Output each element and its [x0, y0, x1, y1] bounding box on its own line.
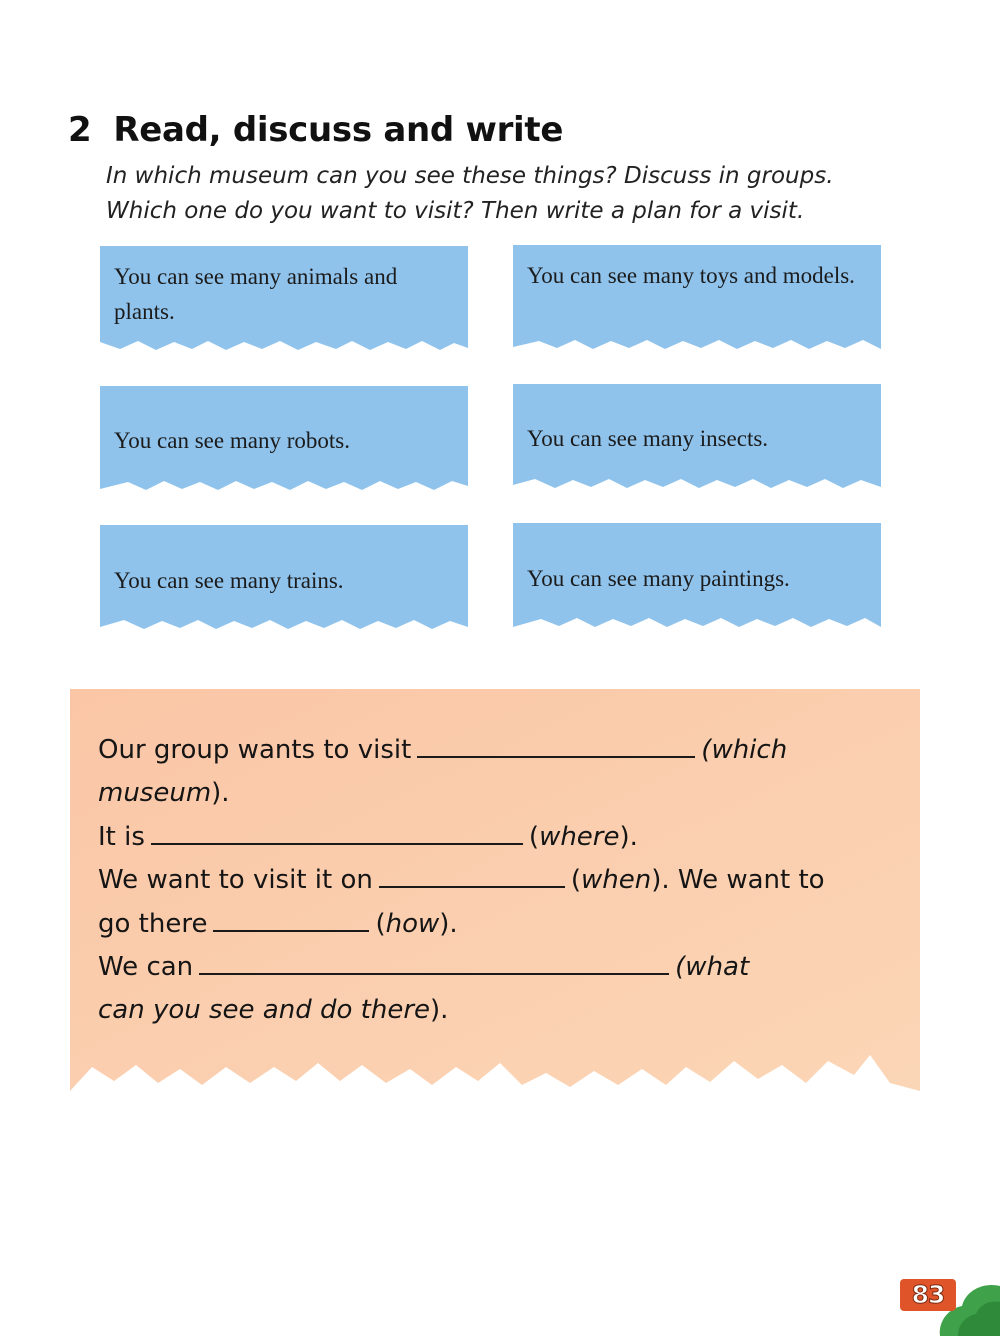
card-text: You can see many animals and plants.	[114, 264, 398, 324]
visit-plan-panel	[70, 689, 920, 1109]
hint-what: (what	[675, 952, 750, 983]
which-museum-blank[interactable]	[417, 730, 695, 758]
plan-sentence-end: ). We want to	[651, 865, 825, 896]
instruction-line-1: In which museum can you see these things? Discuss in groups.	[106, 163, 834, 189]
instruction-line-2: Which one do you want to visit? Then write a plan for a visit.	[106, 198, 805, 224]
where-blank[interactable]	[151, 817, 523, 845]
plan-punct: ).	[619, 821, 638, 852]
hint-which: (which	[701, 735, 788, 765]
when-blank[interactable]	[379, 860, 565, 888]
plan-punct: ).	[211, 778, 230, 809]
hint-when: when	[581, 865, 652, 896]
plan-punct: ).	[439, 908, 458, 939]
plan-label-we-can: We can	[98, 952, 194, 983]
museum-card-paintings	[513, 523, 881, 633]
card-text: You can see many trains.	[114, 568, 344, 593]
plan-line-activities-cont	[98, 989, 888, 1032]
plan-paren: (	[375, 908, 386, 939]
plan-form	[98, 729, 888, 1033]
museum-card-insects	[513, 384, 881, 494]
card-text: You can see many paintings.	[527, 566, 790, 591]
plan-label-visit-on: We want to visit it on	[98, 865, 373, 896]
card-text: You can see many insects.	[527, 426, 769, 451]
card-text: You can see many robots.	[114, 428, 350, 453]
plan-line-where	[98, 816, 888, 859]
plan-line-museum	[98, 729, 888, 772]
section-heading	[68, 108, 563, 152]
museum-card-robots	[100, 386, 468, 496]
museum-card-trains	[100, 525, 468, 635]
instructions	[106, 159, 834, 229]
page-number: 83	[900, 1279, 956, 1311]
plan-line-activities	[98, 946, 888, 989]
museum-card-toys-models	[513, 245, 881, 355]
museum-card-animals-plants	[100, 246, 468, 356]
plan-paren: (	[528, 821, 540, 852]
section-number: 2	[68, 110, 92, 150]
plan-punct: ).	[430, 995, 449, 1026]
plan-line-how	[98, 903, 888, 946]
plan-line-museum-cont	[98, 772, 888, 815]
card-text: You can see many toys and models.	[527, 263, 855, 288]
activities-blank[interactable]	[199, 947, 669, 975]
plan-label-visit: Our group wants to visit	[98, 735, 412, 765]
section-title: Read, discuss and write	[113, 110, 564, 150]
plan-line-when	[98, 859, 888, 902]
plan-label-go-there: go there	[98, 908, 208, 939]
hint-see-and-do: can you see and do there	[98, 995, 431, 1026]
how-blank[interactable]	[213, 904, 369, 932]
hint-how: how	[385, 908, 440, 939]
hint-museum: museum	[98, 778, 212, 809]
plan-label-it-is: It is	[98, 821, 145, 852]
plan-paren: (	[570, 865, 582, 896]
hint-where: where	[539, 821, 620, 852]
